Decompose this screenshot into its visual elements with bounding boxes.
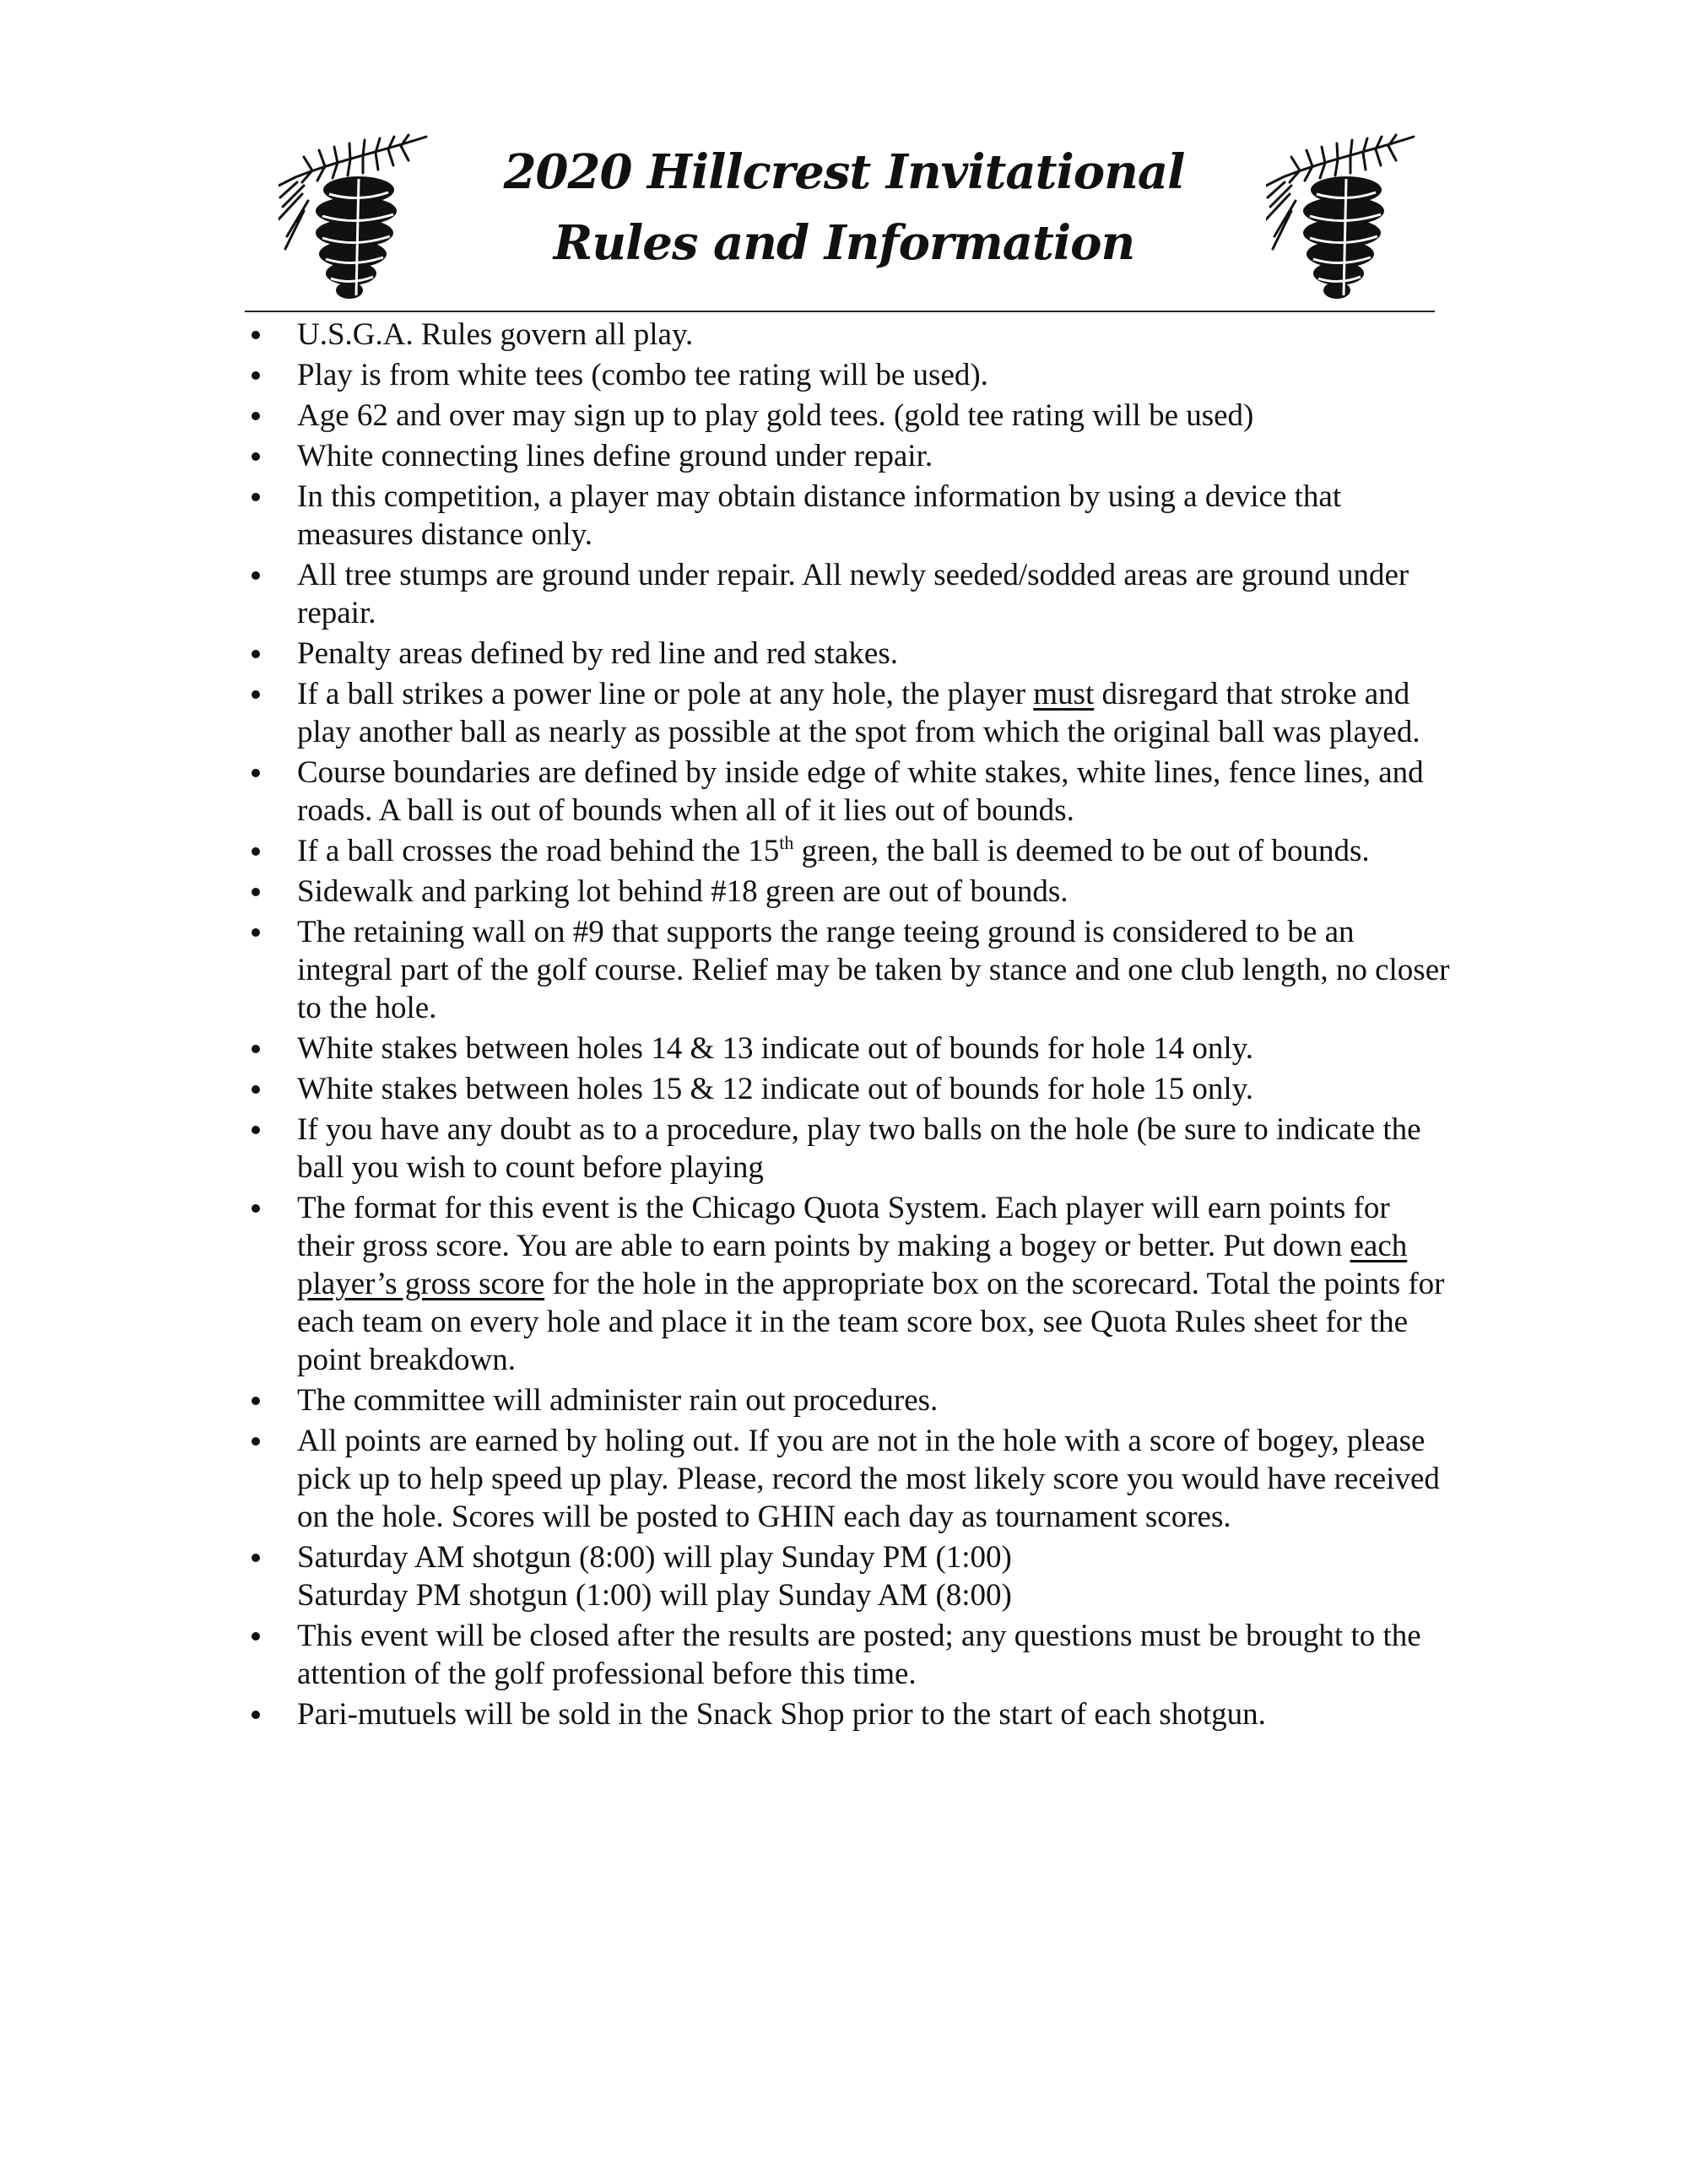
rule-text: Course boundaries are defined by inside edge of white stakes, white lines, fence lines, and roads. A ball is out of bounds when all of it lies out of bounds. [297,755,1424,828]
header-divider [245,311,1435,312]
list-item [245,1422,1452,1536]
rule-text: The retaining wall on #9 that supports the range teeing ground is considered to be an integral part of the golf course. Relief may be taken by stance and one club length, no closer to the hole. [297,915,1450,1025]
rule-text: This event will be closed after the results are posted; any questions must be brought to the attention of the golf professional before this time. [297,1619,1421,1691]
rule-text: Age 62 and over may sign up to play gold tees. (gold tee rating will be used) [297,398,1254,433]
rule-text: If you have any doubt as to a procedure, play two balls on the hole (be sure to indicate the ball you wish to count before playing [297,1112,1421,1185]
header [245,127,1435,312]
list-item [245,478,1452,554]
list-item [245,1189,1452,1379]
list-item [245,556,1452,632]
rule-text: Pari-mutuels will be sold in the Snack Shop prior to the start of each shotgun. [297,1697,1266,1732]
rule-text: Saturday AM shotgun (8:00) will play Sunday PM (1:00) [297,1540,1012,1575]
rule-text: green, the ball is deemed to be out of bounds. [793,834,1370,868]
list-item [245,1111,1452,1187]
list-item [245,356,1452,394]
rule-text: Sidewalk and parking lot behind #18 green are out of bounds. [297,874,1069,909]
list-item [245,1030,1452,1068]
page-title: 2020 Hillcrest Invitational [503,144,1185,200]
list-item [245,1381,1452,1419]
rule-text: for the hole in the appropriate box on the scorecard. Total the points for each team on every hole and place it in the team score box, see Quota Rules sheet for the point breakdown. [297,1267,1445,1377]
list-item [245,397,1452,435]
pinecone-icon [279,127,439,304]
rule-text: White connecting lines define ground under repair. [297,439,933,473]
pinecone-icon [1266,127,1426,304]
list-item [245,1617,1452,1693]
list-item [245,437,1452,475]
list-item [245,316,1452,354]
list-item [245,1538,1452,1614]
rule-text: If a ball strikes a power line or pole at any hole, the player [297,677,1034,711]
underlined-text: each player’s gross score [297,1229,1408,1301]
title-block [481,137,1207,278]
page-subtitle: Rules and Information [553,215,1135,271]
list-item [245,1695,1452,1733]
list-item [245,832,1452,870]
superscript-text: th [779,832,794,853]
rule-text: The format for this event is the Chicago Quota System. Each player will earn points for their gross score. You are able to earn points by making a bogey or better. Put down [297,1191,1390,1263]
rule-text: All points are earned by holing out. If you are not in the hole with a score of bogey, please pick up to help speed up play. Please, record the most likely score you would have received on the hole. Scores will be posted to GHIN each day as tournament scores. [297,1424,1440,1534]
rule-text: Play is from white tees (combo tee rating will be used). [297,358,988,392]
list-item [245,913,1452,1027]
rule-text: All tree stumps are ground under repair. All newly seeded/sodded areas are ground under repair. [297,558,1409,630]
list-item [245,873,1452,911]
underlined-text: must [1033,677,1095,711]
list-item [245,675,1452,751]
rule-text: White stakes between holes 14 & 13 indicate out of bounds for hole 14 only. [297,1031,1254,1066]
list-item [245,635,1452,673]
rule-text: White stakes between holes 15 & 12 indicate out of bounds for hole 15 only. [297,1072,1254,1106]
rule-text: In this competition, a player may obtain distance information by using a device that measures distance only. [297,479,1342,552]
list-item [245,754,1452,830]
rule-text: disregard that stroke and play another ball as nearly as possible at the spot from which the original ball was played. [297,677,1420,749]
rule-text: The committee will administer rain out procedures. [297,1383,939,1418]
rule-text: If a ball crosses the road behind the 15 [297,834,780,868]
rule-text: Penalty areas defined by red line and red stakes. [297,636,898,671]
rule-text: U.S.G.A. Rules govern all play. [297,317,694,352]
rule-text: Saturday PM shotgun (1:00) will play Sunday AM (8:00) [297,1578,1012,1613]
list-item [245,1070,1452,1108]
rules-list [245,316,1452,1736]
